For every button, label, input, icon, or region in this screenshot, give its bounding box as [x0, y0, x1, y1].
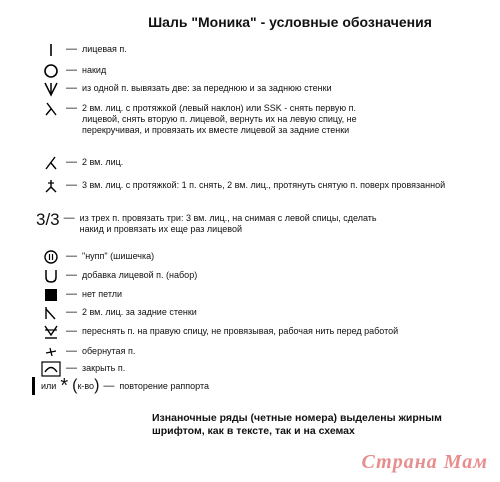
legend-row-nupp: — "нупп" (шишечка) [40, 249, 154, 265]
paren-close: ) [94, 377, 100, 394]
repeat-star-symbol: * [60, 375, 69, 397]
legend-row-knit: — лицевая п. [40, 42, 127, 58]
repeat-count-label: к-во [77, 381, 95, 391]
legend-row-three-from-three: 3/3 — из трех п. провязать три: 3 вм. лиц., на снимая с левой спицы, сделать накид и провязать их еще раз лицевой [36, 211, 456, 235]
nupp-icon [40, 249, 62, 265]
legend-text: 2 вм. лиц. [82, 157, 124, 167]
bind-off-icon [40, 361, 62, 377]
wrapped-icon [40, 344, 62, 360]
legend-text: 3 вм. лиц. с протяжкой: 1 п. снять, 2 вм. лиц., протянуть снятую п. поверх провязанной [82, 180, 446, 190]
legend-row-wrapped: — обернутая п. [40, 344, 135, 360]
repeat-text: повторение раппорта [119, 381, 209, 391]
two-from-one-icon [40, 81, 62, 97]
watermark-logo: Страна Мам [361, 451, 488, 473]
legend-text: переснять п. на правую спицу, не провязывая, рабочая нить перед работой [82, 326, 399, 336]
legend-row-yarn-over: — накид [40, 63, 106, 79]
legend-text: лицевая п. [82, 44, 127, 54]
yarn-over-icon [40, 63, 62, 79]
legend-text: из трех п. провязать три: 3 вм. лиц., на снимая с левой спицы, сделать накид и провязать их еще раз лицевой [79, 213, 377, 234]
k2tog-icon [40, 155, 62, 171]
legend-row-bind-off: — закрыть п. [40, 361, 125, 377]
paren-open: ( [72, 377, 78, 394]
page-title: Шаль "Моника" - условные обозначения [148, 14, 432, 30]
knit-icon [40, 42, 62, 58]
legend-row-repeat: или * ( к-во ) — повторение раппорта [32, 377, 209, 395]
legend-row-k2tog-tbl: — 2 вм. лиц. за задние стенки [40, 305, 197, 321]
legend-row-slip-wyif: — переснять п. на правую спицу, не провязывая, рабочая нить перед работой [40, 324, 398, 340]
legend-row-sk2po: — 3 вм. лиц. с протяжкой: 1 п. снять, 2 вм. лиц., протянуть снятую п. поверх провязанной [40, 178, 445, 194]
sk2po-icon [40, 178, 62, 194]
k2tog-tbl-icon [40, 305, 62, 321]
footer-line-2: шрифтом, как в тексте, так и на схемах [152, 425, 355, 437]
legend-row-no-stitch: — нет петли [40, 287, 122, 303]
legend-row-two-from-one: — из одной п. вывязать две: за переднюю и за заднюю стенки [40, 81, 332, 97]
legend-text: из одной п. вывязать две: за переднюю и за заднюю стенки [82, 83, 332, 93]
slip-wyif-icon [40, 324, 62, 340]
legend-row-ssk: — 2 вм. лиц. с протяжкой (левый наклон) или SSK - снять первую п. лицевой, снять вторую п. лицевой, вернуть их на левую спицу, не перекручивая, и провязать их вместе лицевой за задние стенки [40, 101, 400, 136]
make-one-icon [40, 268, 62, 284]
legend-text: обернутая п. [82, 346, 136, 356]
no-stitch-icon [40, 287, 62, 303]
legend-text: 2 вм. лиц. с протяжкой (левый наклон) или SSK - снять первую п. лицевой, снять вторую п. лицевой, вернуть их на левую спицу, не перекручивая, и провязать их вместе лицевой за задние стенки [82, 103, 357, 135]
legend-row-make-one: — добавка лицевой п. (набор) [40, 268, 197, 284]
legend-row-k2tog: — 2 вм. лиц. [40, 155, 123, 171]
footer-note [152, 412, 442, 438]
legend-text: накид [82, 65, 107, 75]
footer-line-1: Изнаночные ряды (четные номера) выделены жирным [152, 412, 442, 424]
ssk-icon [40, 101, 62, 117]
repeat-bar-icon [32, 377, 35, 395]
repeat-or: или [41, 381, 57, 391]
legend-text: нет петли [82, 289, 123, 299]
legend-text: "нупп" (шишечка) [82, 251, 155, 261]
legend-text: закрыть п. [82, 363, 126, 373]
legend-text: добавка лицевой п. (набор) [82, 270, 198, 280]
three-three-symbol: 3/3 [36, 210, 60, 229]
legend-text: 2 вм. лиц. за задние стенки [82, 307, 197, 317]
